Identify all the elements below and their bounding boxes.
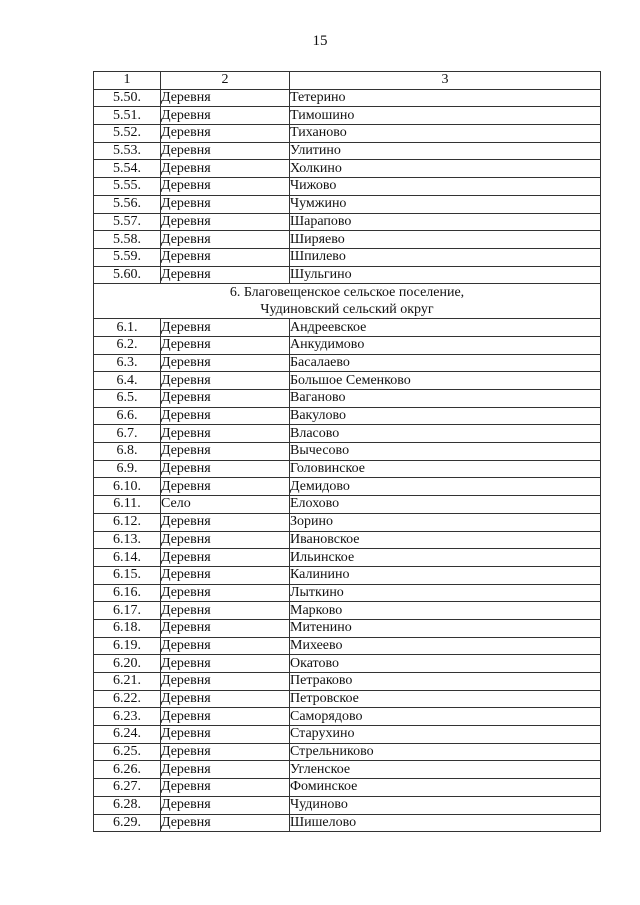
row-name-cell: Зорино (290, 513, 601, 531)
table-row (94, 655, 601, 673)
row-type-cell: Деревня (161, 761, 290, 779)
table-row (94, 690, 601, 708)
row-type-cell: Деревня (161, 248, 290, 266)
row-name-cell: Ваганово (290, 390, 601, 408)
row-number-cell: 6.20. (94, 655, 161, 673)
row-type-cell: Деревня (161, 390, 290, 408)
row-name-cell: Власово (290, 425, 601, 443)
table-row (94, 478, 601, 496)
row-number-cell: 6.19. (94, 637, 161, 655)
table-row (94, 743, 601, 761)
row-type-cell: Деревня (161, 814, 290, 832)
table-row (94, 496, 601, 514)
table-row (94, 178, 601, 196)
table-row (94, 779, 601, 797)
row-type-cell: Деревня (161, 125, 290, 143)
table-row (94, 425, 601, 443)
row-name-cell: Ивановское (290, 531, 601, 549)
row-name-cell: Ширяево (290, 231, 601, 249)
table-row (94, 160, 601, 178)
row-name-cell: Вычесово (290, 443, 601, 461)
row-name-cell: Шпилево (290, 248, 601, 266)
row-name-cell: Тиханово (290, 125, 601, 143)
table-row (94, 513, 601, 531)
table-row (94, 443, 601, 461)
row-number-cell: 6.10. (94, 478, 161, 496)
row-name-cell: Демидово (290, 478, 601, 496)
row-number-cell: 6.27. (94, 779, 161, 797)
row-number-cell: 5.54. (94, 160, 161, 178)
row-type-cell: Деревня (161, 743, 290, 761)
row-name-cell: Андреевское (290, 319, 601, 337)
row-number-cell: 5.56. (94, 195, 161, 213)
row-number-cell: 5.58. (94, 231, 161, 249)
column-header-name: 3 (290, 72, 601, 90)
row-name-cell: Митенино (290, 619, 601, 637)
table-row (94, 372, 601, 390)
row-type-cell: Деревня (161, 779, 290, 797)
settlements-table (93, 71, 601, 832)
row-number-cell: 6.7. (94, 425, 161, 443)
table-row (94, 107, 601, 125)
row-type-cell: Деревня (161, 213, 290, 231)
row-type-cell: Деревня (161, 690, 290, 708)
row-name-cell: Окатово (290, 655, 601, 673)
row-number-cell: 6.23. (94, 708, 161, 726)
row-type-cell: Деревня (161, 584, 290, 602)
row-name-cell: Марково (290, 602, 601, 620)
row-name-cell: Головинское (290, 460, 601, 478)
row-name-cell: Вакулово (290, 407, 601, 425)
row-type-cell: Деревня (161, 178, 290, 196)
row-name-cell: Тетерино (290, 89, 601, 107)
row-type-cell: Деревня (161, 142, 290, 160)
row-number-cell: 6.18. (94, 619, 161, 637)
table-row (94, 336, 601, 354)
row-number-cell: 6.2. (94, 336, 161, 354)
table-row (94, 673, 601, 691)
table-row (94, 761, 601, 779)
section-title-line-2: Чудиновский сельский округ (260, 302, 434, 318)
row-number-cell: 6.14. (94, 549, 161, 567)
table-row (94, 266, 601, 284)
row-type-cell: Деревня (161, 107, 290, 125)
row-number-cell: 5.59. (94, 248, 161, 266)
row-name-cell: Большое Семенково (290, 372, 601, 390)
row-type-cell: Деревня (161, 319, 290, 337)
row-number-cell: 6.1. (94, 319, 161, 337)
row-number-cell: 6.8. (94, 443, 161, 461)
table-row (94, 814, 601, 832)
row-number-cell: 6.17. (94, 602, 161, 620)
row-number-cell: 5.55. (94, 178, 161, 196)
table-row (94, 213, 601, 231)
row-number-cell: 6.12. (94, 513, 161, 531)
row-number-cell: 5.51. (94, 107, 161, 125)
table-row (94, 708, 601, 726)
row-name-cell: Угленское (290, 761, 601, 779)
row-number-cell: 6.26. (94, 761, 161, 779)
section-title-cell (94, 284, 601, 319)
row-number-cell: 5.57. (94, 213, 161, 231)
row-type-cell: Деревня (161, 372, 290, 390)
table-row (94, 390, 601, 408)
row-number-cell: 6.11. (94, 496, 161, 514)
row-number-cell: 6.16. (94, 584, 161, 602)
table-row (94, 796, 601, 814)
table-row (94, 142, 601, 160)
row-number-cell: 6.9. (94, 460, 161, 478)
table-row (94, 248, 601, 266)
table-row (94, 602, 601, 620)
row-type-cell: Деревня (161, 89, 290, 107)
table-row (94, 726, 601, 744)
row-name-cell: Улитино (290, 142, 601, 160)
page-number: 15 (312, 33, 328, 49)
row-number-cell: 6.28. (94, 796, 161, 814)
table-row (94, 566, 601, 584)
row-name-cell: Чумжино (290, 195, 601, 213)
row-type-cell: Деревня (161, 407, 290, 425)
row-name-cell: Фоминское (290, 779, 601, 797)
column-header-number: 1 (94, 72, 161, 90)
table-row (94, 354, 601, 372)
table-row (94, 125, 601, 143)
row-type-cell: Деревня (161, 637, 290, 655)
row-type-cell: Деревня (161, 231, 290, 249)
row-type-cell: Деревня (161, 513, 290, 531)
row-type-cell: Деревня (161, 266, 290, 284)
table-row (94, 637, 601, 655)
row-type-cell: Деревня (161, 566, 290, 584)
table-row (94, 407, 601, 425)
row-type-cell: Деревня (161, 796, 290, 814)
row-name-cell: Басалаево (290, 354, 601, 372)
table-row (94, 195, 601, 213)
row-name-cell: Анкудимово (290, 336, 601, 354)
header-row (94, 72, 601, 90)
row-number-cell: 6.21. (94, 673, 161, 691)
row-name-cell: Саморядово (290, 708, 601, 726)
row-name-cell: Чижово (290, 178, 601, 196)
row-number-cell: 6.24. (94, 726, 161, 744)
row-type-cell: Деревня (161, 673, 290, 691)
column-header-type: 2 (161, 72, 290, 90)
table-row (94, 319, 601, 337)
table-row (94, 89, 601, 107)
row-type-cell: Деревня (161, 531, 290, 549)
table-body-section-5 (94, 89, 601, 284)
row-type-cell: Деревня (161, 708, 290, 726)
row-name-cell: Елохово (290, 496, 601, 514)
row-number-cell: 6.25. (94, 743, 161, 761)
row-type-cell: Деревня (161, 336, 290, 354)
row-name-cell: Шульгино (290, 266, 601, 284)
table-row (94, 460, 601, 478)
row-number-cell: 6.29. (94, 814, 161, 832)
row-name-cell: Петровское (290, 690, 601, 708)
table-row (94, 549, 601, 567)
row-type-cell: Деревня (161, 425, 290, 443)
table-section-heading (94, 284, 601, 319)
row-type-cell: Деревня (161, 726, 290, 744)
section-row (94, 284, 601, 319)
row-number-cell: 6.4. (94, 372, 161, 390)
row-number-cell: 5.53. (94, 142, 161, 160)
table-header (94, 72, 601, 90)
row-name-cell: Холкино (290, 160, 601, 178)
row-number-cell: 6.22. (94, 690, 161, 708)
table-row (94, 531, 601, 549)
table-body-section-6 (94, 319, 601, 832)
row-number-cell: 6.13. (94, 531, 161, 549)
row-name-cell: Стрельниково (290, 743, 601, 761)
row-type-cell: Деревня (161, 354, 290, 372)
row-type-cell: Деревня (161, 549, 290, 567)
table-row (94, 619, 601, 637)
row-type-cell: Деревня (161, 602, 290, 620)
row-number-cell: 6.3. (94, 354, 161, 372)
row-type-cell: Деревня (161, 655, 290, 673)
section-title-line-1: 6. Благовещенское сельское поселение, (229, 285, 465, 301)
row-name-cell: Ильинское (290, 549, 601, 567)
row-type-cell: Деревня (161, 160, 290, 178)
row-type-cell: Село (161, 496, 290, 514)
row-number-cell: 5.52. (94, 125, 161, 143)
row-type-cell: Деревня (161, 460, 290, 478)
row-name-cell: Калинино (290, 566, 601, 584)
row-number-cell: 5.60. (94, 266, 161, 284)
row-name-cell: Лыткино (290, 584, 601, 602)
row-name-cell: Михеево (290, 637, 601, 655)
row-type-cell: Деревня (161, 478, 290, 496)
row-name-cell: Петраково (290, 673, 601, 691)
row-number-cell: 6.5. (94, 390, 161, 408)
row-name-cell: Чудиново (290, 796, 601, 814)
table-row (94, 584, 601, 602)
table-row (94, 231, 601, 249)
row-type-cell: Деревня (161, 195, 290, 213)
row-type-cell: Деревня (161, 443, 290, 461)
row-type-cell: Деревня (161, 619, 290, 637)
row-name-cell: Шарапово (290, 213, 601, 231)
row-name-cell: Тимошино (290, 107, 601, 125)
row-name-cell: Шишелово (290, 814, 601, 832)
row-number-cell: 6.15. (94, 566, 161, 584)
row-number-cell: 5.50. (94, 89, 161, 107)
row-number-cell: 6.6. (94, 407, 161, 425)
row-name-cell: Старухино (290, 726, 601, 744)
